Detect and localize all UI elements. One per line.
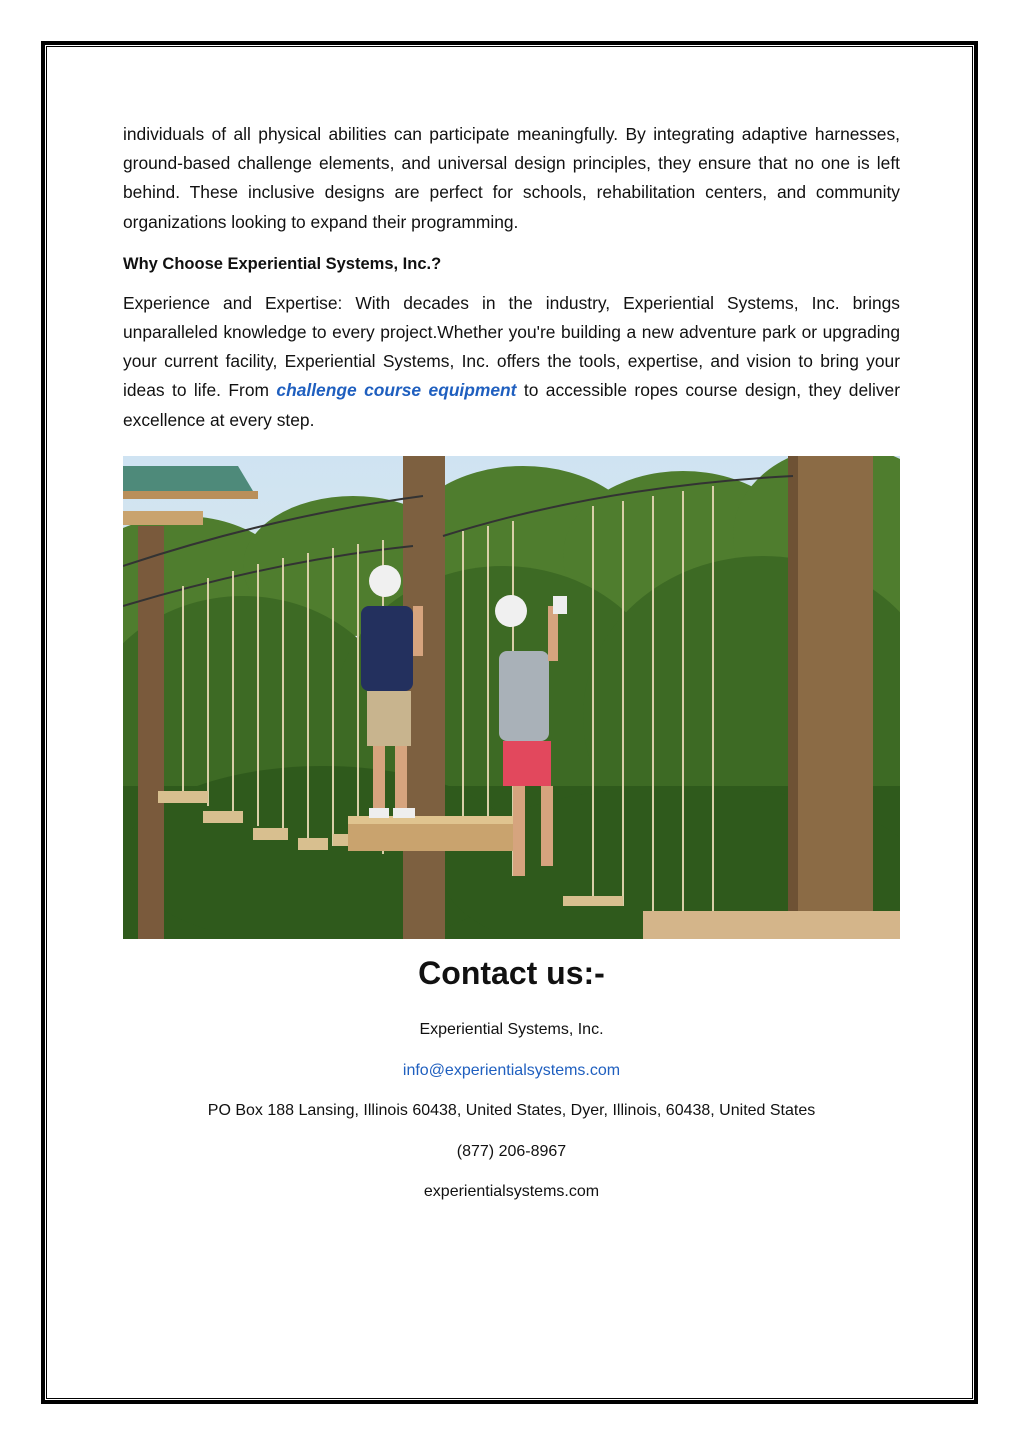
expertise-paragraph — [123, 289, 900, 435]
document-content — [123, 120, 900, 435]
ropes-course-photo — [123, 456, 900, 939]
contact-title: Contact us:- — [418, 955, 605, 991]
contact-phone: (877) 206-8967 — [456, 1143, 567, 1160]
expertise-text-after: to accessible ropes course design, they deliver excellence at every step. — [123, 380, 900, 430]
contact-address: PO Box 188 Lansing, Illinois 60438, United States, Dyer, Illinois, 60438, United States — [207, 1102, 816, 1119]
challenge-course-equipment-link[interactable]: challenge course equipment — [276, 380, 517, 401]
section-heading: Why Choose Experiential Systems, Inc.? — [123, 254, 442, 273]
contact-email-link[interactable]: info@experientialsystems.com — [402, 1062, 621, 1079]
company-name: Experiential Systems, Inc. — [419, 1021, 604, 1038]
expertise-text-before: Experience and Expertise: With decades in the industry, Experiential Systems, Inc. brings unparalleled knowledge to every project.Whether you're building a new adventure park or upgrading your current facility, Experiential Systems, Inc. offers the tools, expertise, and vision to bring your ideas to life. From — [123, 292, 900, 401]
intro-paragraph: individuals of all physical abilities can participate meaningfully. By integrating adaptive harnesses, ground-based challenge elements, and universal design principles, they ensure that no one is left behind. These inclusive designs are perfect for schools, rehabilitation centers, and community organizations looking to expand their programming. — [123, 124, 900, 232]
contact-website: experientialsystems.com — [423, 1183, 600, 1200]
